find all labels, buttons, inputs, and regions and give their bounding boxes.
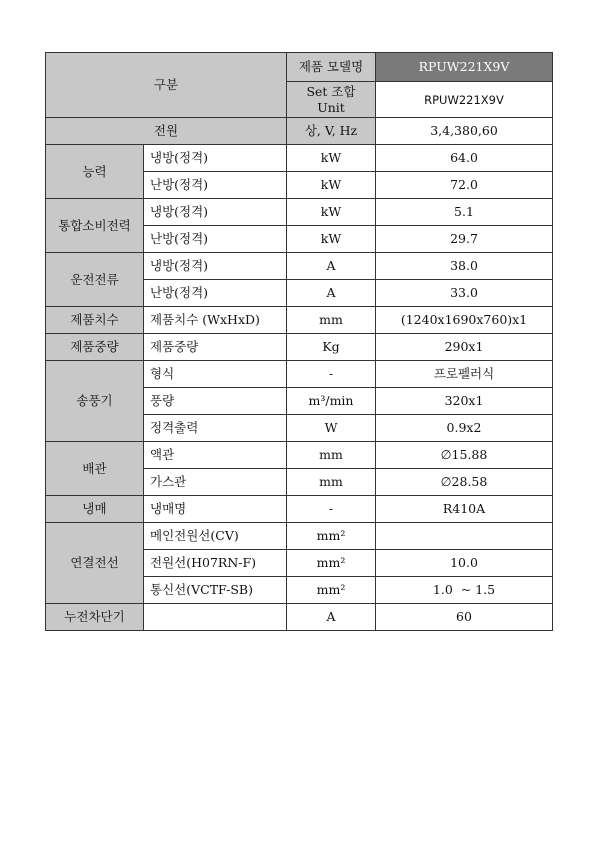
item-cell: 냉방(정격)	[144, 199, 287, 226]
item-cell: 통신선(VCTF-SB)	[144, 577, 287, 604]
item-cell: 제품치수 (WxHxD)	[144, 307, 287, 334]
item-cell	[144, 604, 287, 631]
item-cell: 난방(정격)	[144, 226, 287, 253]
unit-cell: kW	[287, 172, 376, 199]
value-cell: 60	[376, 604, 553, 631]
table-row	[46, 145, 553, 172]
unit-cell: mm	[287, 442, 376, 469]
current-label: 운전전류	[46, 253, 144, 307]
unit-cell: mm²	[287, 523, 376, 550]
piping-label: 배관	[46, 442, 144, 496]
capacity-label: 능력	[46, 145, 144, 199]
unit-cell: Kg	[287, 334, 376, 361]
table-row	[46, 361, 553, 388]
item-cell: 풍량	[144, 388, 287, 415]
power-row	[46, 118, 553, 145]
item-cell: 정격출력	[144, 415, 287, 442]
set-value: RPUW221X9V	[376, 82, 553, 118]
value-cell: 72.0	[376, 172, 553, 199]
value-cell	[376, 523, 553, 550]
model-label: 제품 모델명	[287, 53, 376, 82]
model-value: RPUW221X9V	[376, 53, 553, 82]
breaker-label: 누전차단기	[46, 604, 144, 631]
table-row	[46, 253, 553, 280]
value-cell: 29.7	[376, 226, 553, 253]
item-cell: 난방(정격)	[144, 172, 287, 199]
value-cell: 10.0	[376, 550, 553, 577]
unit-cell: -	[287, 361, 376, 388]
value-cell: 64.0	[376, 145, 553, 172]
unit-cell: A	[287, 253, 376, 280]
value-cell: 1.0 ~ 1.5	[376, 577, 553, 604]
set-label-line2: Unit	[317, 99, 345, 115]
unit-cell: kW	[287, 199, 376, 226]
value-cell: 38.0	[376, 253, 553, 280]
table-row	[46, 496, 553, 523]
fan-label: 송풍기	[46, 361, 144, 442]
table-row	[46, 199, 553, 226]
unit-cell: kW	[287, 145, 376, 172]
value-cell: ∅28.58	[376, 469, 553, 496]
wiring-label: 연결전선	[46, 523, 144, 604]
unit-cell: mm	[287, 307, 376, 334]
power-value: 3,4,380,60	[376, 118, 553, 145]
unit-cell: mm²	[287, 550, 376, 577]
dimensions-label: 제품치수	[46, 307, 144, 334]
item-cell: 메인전원선(CV)	[144, 523, 287, 550]
set-label-line1: Set 조합	[306, 83, 356, 99]
item-cell: 냉매명	[144, 496, 287, 523]
unit-cell: kW	[287, 226, 376, 253]
value-cell: 290x1	[376, 334, 553, 361]
table-row	[46, 604, 553, 631]
item-cell: 액관	[144, 442, 287, 469]
item-cell: 냉방(정격)	[144, 145, 287, 172]
refrigerant-label: 냉매	[46, 496, 144, 523]
value-cell: 0.9x2	[376, 415, 553, 442]
item-cell: 냉방(정격)	[144, 253, 287, 280]
table-row	[46, 307, 553, 334]
value-cell: (1240x1690x760)x1	[376, 307, 553, 334]
value-cell: 프로펠러식	[376, 361, 553, 388]
category-header: 구분	[46, 53, 287, 118]
unit-cell: -	[287, 496, 376, 523]
value-cell: R410A	[376, 496, 553, 523]
set-label	[287, 82, 376, 118]
table-row	[46, 523, 553, 550]
consumption-label: 통합소비전력	[46, 199, 144, 253]
power-unit: 상, V, Hz	[287, 118, 376, 145]
value-cell: 33.0	[376, 280, 553, 307]
table-row	[46, 442, 553, 469]
spec-table	[45, 52, 553, 631]
unit-cell: A	[287, 604, 376, 631]
weight-label: 제품중량	[46, 334, 144, 361]
power-label: 전원	[46, 118, 287, 145]
item-cell: 형식	[144, 361, 287, 388]
item-cell: 제품중량	[144, 334, 287, 361]
value-cell: 320x1	[376, 388, 553, 415]
model-row	[46, 53, 553, 82]
item-cell: 가스관	[144, 469, 287, 496]
table-row	[46, 334, 553, 361]
unit-cell: W	[287, 415, 376, 442]
unit-cell: mm²	[287, 577, 376, 604]
value-cell: 5.1	[376, 199, 553, 226]
value-cell: ∅15.88	[376, 442, 553, 469]
item-cell: 전원선(H07RN-F)	[144, 550, 287, 577]
item-cell: 난방(정격)	[144, 280, 287, 307]
unit-cell: m³/min	[287, 388, 376, 415]
unit-cell: mm	[287, 469, 376, 496]
unit-cell: A	[287, 280, 376, 307]
